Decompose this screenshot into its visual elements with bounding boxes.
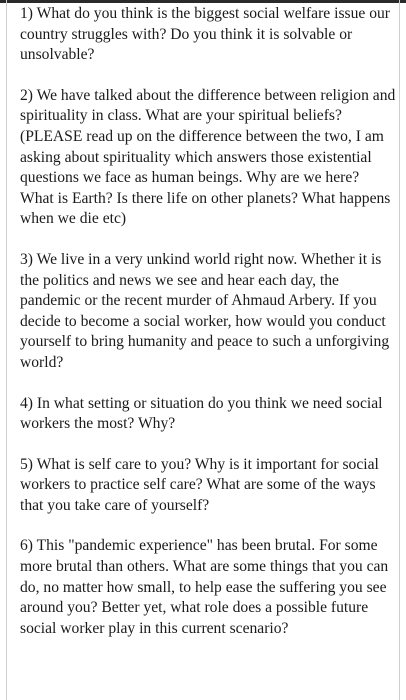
question-document <box>20 4 396 639</box>
right-border <box>399 0 400 700</box>
question-3: 3) We live in a very unkind world right now. Whether it is the politics and news we see and hear each day, the pandemic or the recent murder of Ahmaud Arbery. If you decide to become a social worker, how would you conduct yourself to bring humanity and peace to such a unforgiving world? <box>20 250 390 371</box>
question-1: 1) What do you think is the biggest social welfare issue our country struggles with? Do you think it is solvable or unsolvable? <box>20 5 390 64</box>
left-border <box>6 0 7 700</box>
question-6: 6) This "pandemic experience" has been brutal. For some more brutal than others. What are some things that you can do, no matter how small, to help ease the suffering you see around you? Better yet, what role does a possible future social worker play in this current scenario? <box>20 537 389 637</box>
question-5: 5) What is self care to you? Why is it important for social workers to practice self care? What are some of the ways that you take care of yourself? <box>20 455 379 514</box>
top-border <box>0 0 406 3</box>
question-4: 4) In what setting or situation do you think we need social workers the most? Why? <box>20 394 383 433</box>
question-2: 2) We have talked about the difference between religion and spirituality in class. What are your spiritual beliefs? (PLEASE read up on the difference between the two, I am asking about spirituality which answers those existential questions we face as human beings. Why are we here? What is Earth? Is there life on other planets? What happens when we die etc) <box>20 86 396 228</box>
